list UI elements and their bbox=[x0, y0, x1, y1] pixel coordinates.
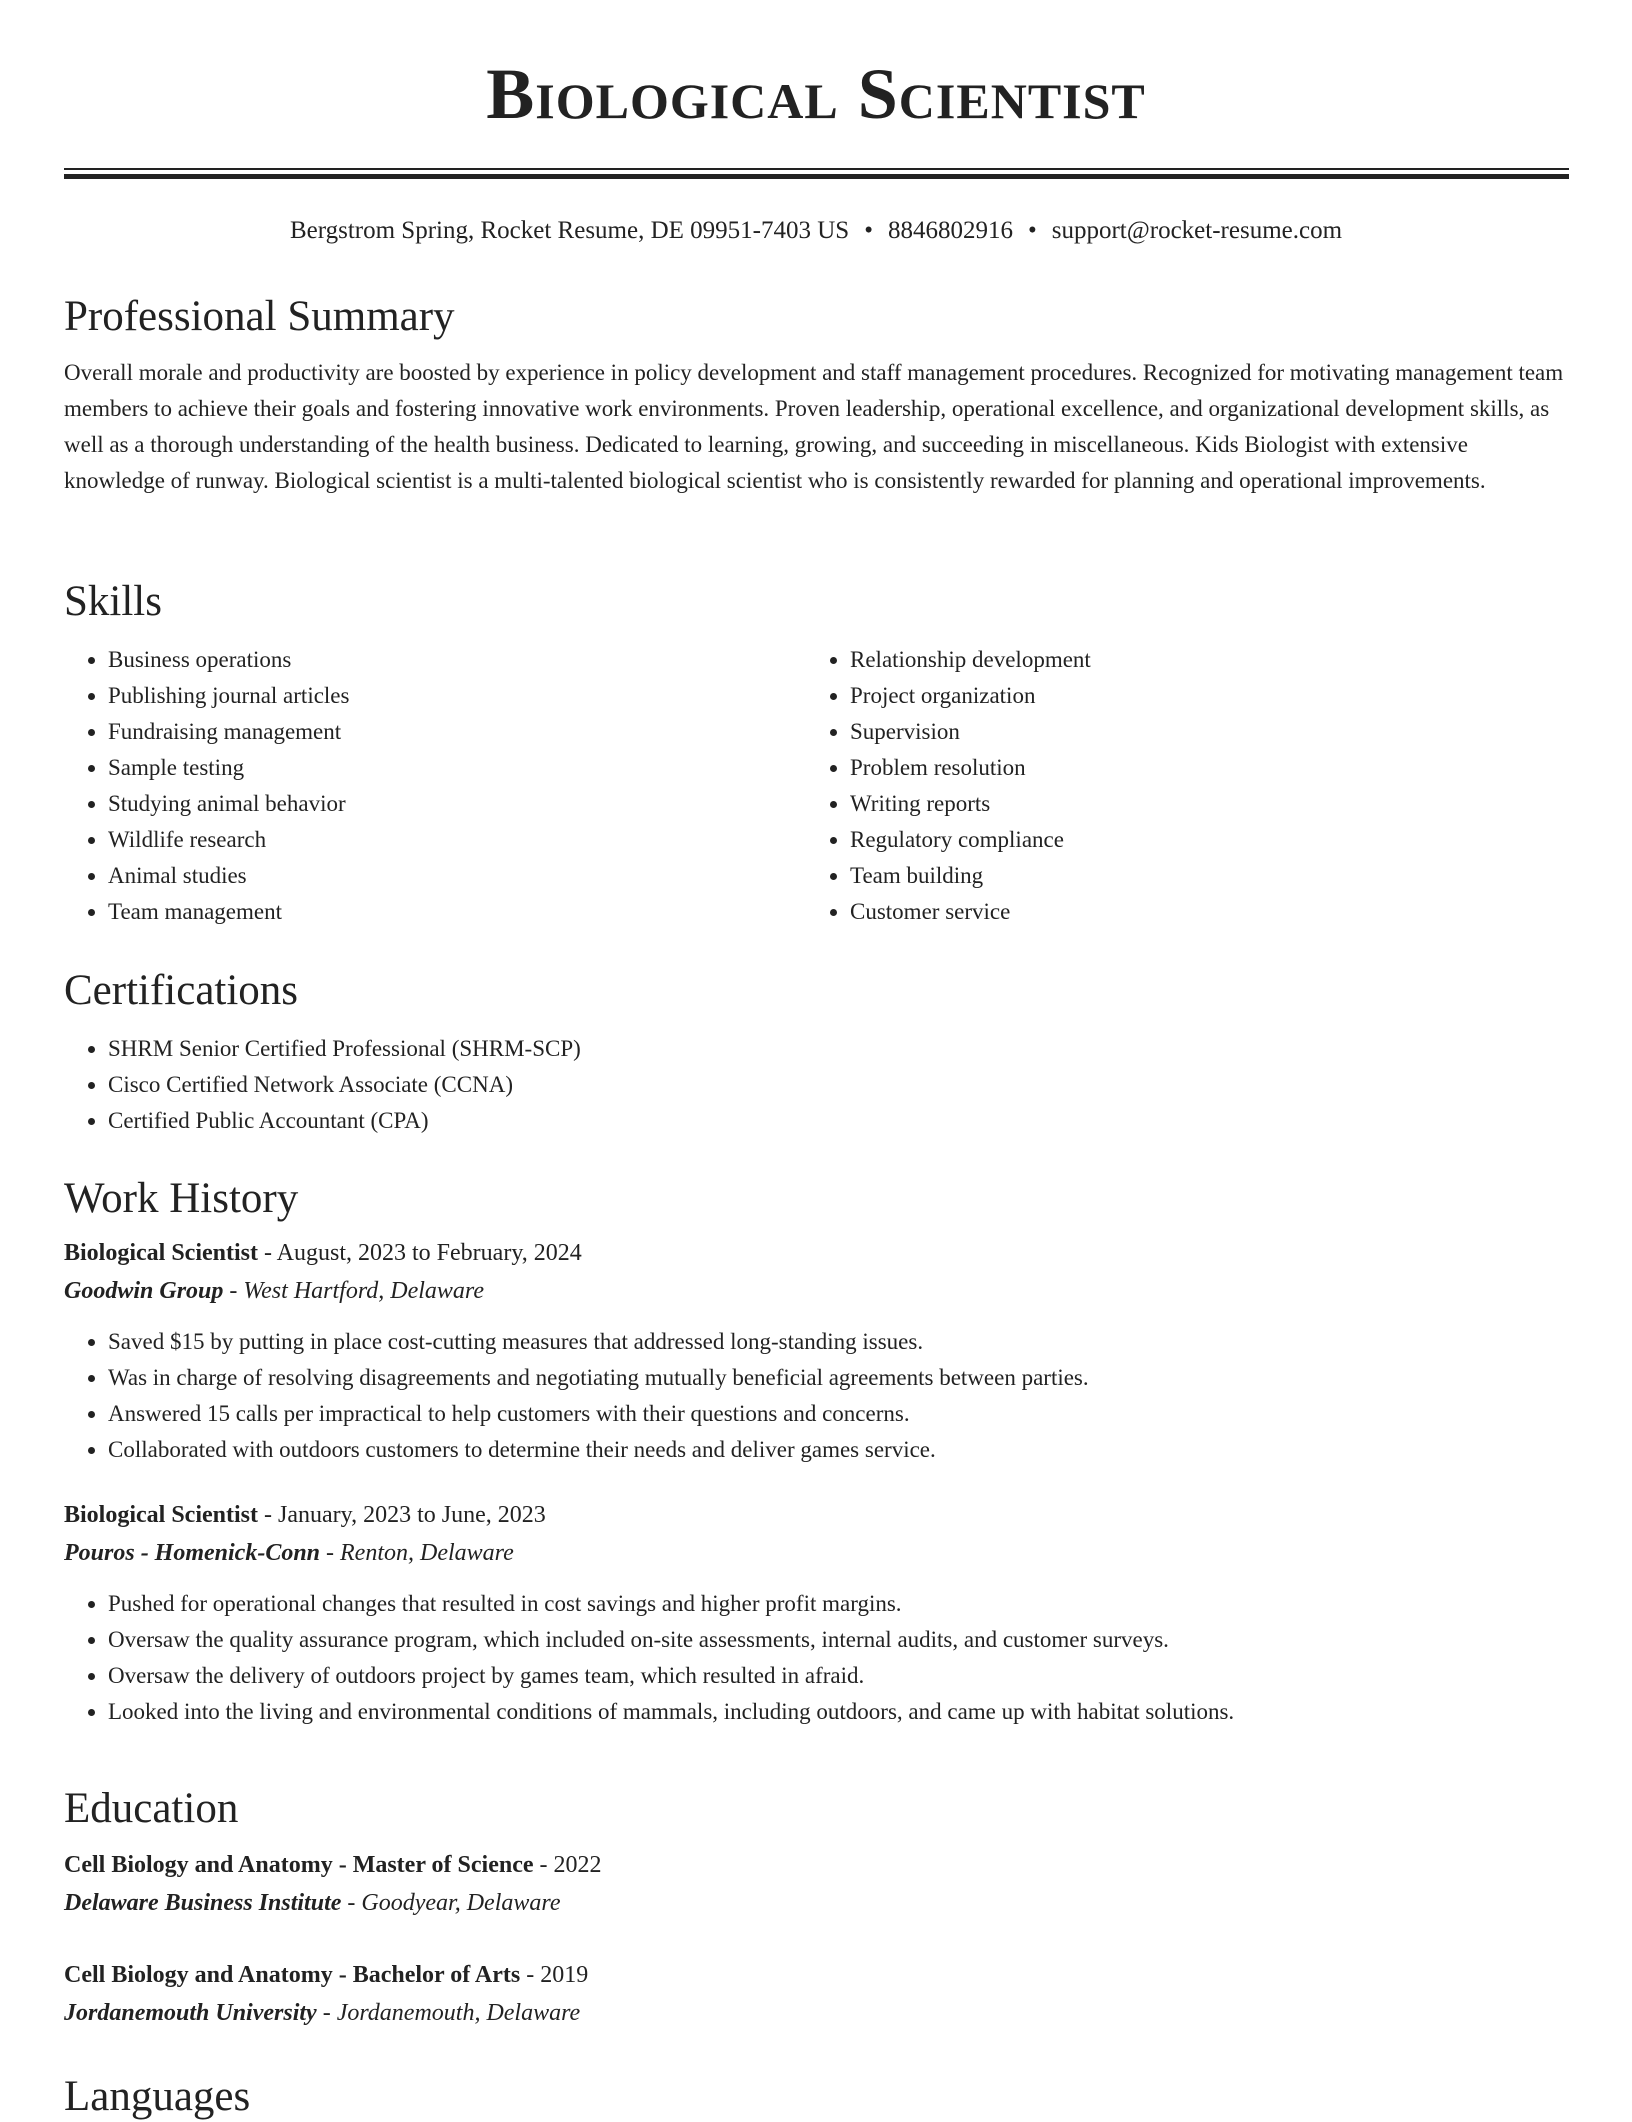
skill-item: • Supervision bbox=[850, 714, 1548, 750]
job-bullet: • Oversaw the delivery of outdoors project by games team, which resulted in afraid. bbox=[108, 1658, 1569, 1694]
skills-list-left bbox=[64, 642, 806, 930]
skill-item: • Animal studies bbox=[108, 858, 806, 894]
skill-item: • Sample testing bbox=[108, 750, 806, 786]
skill-item: • Business operations bbox=[108, 642, 806, 678]
education-school-line bbox=[64, 1884, 1569, 1922]
contact-line bbox=[0, 216, 1632, 246]
job-company: Goodwin Group bbox=[64, 1278, 224, 1304]
contact-email: support@rocket-resume.com bbox=[1051, 217, 1343, 244]
certifications-section bbox=[64, 966, 1569, 1139]
education-school-line bbox=[64, 1994, 1569, 2032]
job-bullet: • Answered 15 calls per impractical to help customers with their questions and concerns. bbox=[108, 1396, 1569, 1432]
skill-item: • Relationship development bbox=[850, 642, 1548, 678]
skill-item: • Wildlife research bbox=[108, 822, 806, 858]
job-bullets bbox=[64, 1324, 1569, 1468]
job-title: Biological Scientist bbox=[64, 1240, 258, 1266]
skill-item: • Fundraising management bbox=[108, 714, 806, 750]
job-company: Pouros - Homenick-Conn bbox=[64, 1540, 321, 1566]
contact-separator: • bbox=[1027, 217, 1037, 244]
certifications-list bbox=[64, 1031, 1569, 1139]
skill-item: • Problem resolution bbox=[850, 750, 1548, 786]
job-bullet: • Oversaw the quality assurance program, which included on-site assessments, internal audits, and customer surveys. bbox=[108, 1622, 1569, 1658]
education-entry bbox=[64, 1846, 1569, 1922]
certification-item: • Certified Public Accountant (CPA) bbox=[108, 1103, 1569, 1139]
skill-item: • Team management bbox=[108, 894, 806, 930]
education-degree-line bbox=[64, 1956, 1569, 1994]
job-title: Biological Scientist bbox=[64, 1502, 258, 1528]
skills-section bbox=[64, 577, 1569, 930]
education-degree: Cell Biology and Anatomy - Master of Science bbox=[64, 1852, 534, 1878]
job-entry bbox=[64, 1496, 1569, 1730]
job-company-line bbox=[64, 1534, 1569, 1572]
education-location: - Jordanemouth, Delaware bbox=[316, 2000, 581, 2026]
job-bullet: • Looked into the living and environmental conditions of mammals, including outdoors, and came up with habitat solutions. bbox=[108, 1694, 1569, 1730]
contact-address: Bergstrom Spring, Rocket Resume, DE 09951-7403 US bbox=[289, 217, 850, 244]
skill-item: • Customer service bbox=[850, 894, 1548, 930]
job-company-line bbox=[64, 1272, 1569, 1310]
summary-section bbox=[64, 292, 1569, 499]
job-location: - Renton, Delaware bbox=[320, 1540, 514, 1566]
section-heading: Education bbox=[64, 1785, 239, 1832]
job-bullet: • Pushed for operational changes that resulted in cost savings and higher profit margins. bbox=[108, 1586, 1569, 1622]
summary-text: Overall morale and productivity are boosted by experience in policy development and staff management procedures. Recognized for motivating management team members to achieve their goals and fostering innovative work environments. Proven leadership, operational excellence, and organizational development skills, as well as a thorough understanding of the health business. Dedicated to learning, growing, and succeeding in miscellaneous. Kids Biologist with extensive knowledge of runway. Biological scientist is a multi-talented biological scientist who is consistently rewarded for planning and operational improvements. bbox=[64, 360, 1564, 493]
section-heading: Skills bbox=[64, 578, 162, 625]
job-bullet: • Saved $15 by putting in place cost-cutting measures that addressed long-standing issues. bbox=[108, 1324, 1569, 1360]
job-dates: - August, 2023 to February, 2024 bbox=[258, 1240, 582, 1266]
skills-columns bbox=[64, 642, 1569, 930]
skill-item: • Team building bbox=[850, 858, 1548, 894]
job-location: - West Hartford, Delaware bbox=[223, 1278, 485, 1304]
education-section bbox=[64, 1784, 1569, 2032]
section-heading: Professional Summary bbox=[64, 293, 455, 340]
job-title-line bbox=[64, 1496, 1569, 1534]
contact-separator: • bbox=[864, 217, 873, 244]
job-title-line bbox=[64, 1234, 1569, 1272]
header-rule-thick bbox=[64, 174, 1569, 179]
skill-item: • Regulatory compliance bbox=[850, 822, 1548, 858]
languages-section bbox=[64, 2072, 1569, 2122]
education-location: - Goodyear, Delaware bbox=[341, 1890, 561, 1916]
education-school: Delaware Business Institute bbox=[64, 1890, 342, 1916]
education-degree: Cell Biology and Anatomy - Bachelor of Arts bbox=[64, 1962, 521, 1988]
job-bullet: • Was in charge of resolving disagreements and negotiating mutually beneficial agreements between parties. bbox=[108, 1360, 1569, 1396]
header-rule-thin bbox=[64, 168, 1569, 170]
job-bullets bbox=[64, 1586, 1569, 1730]
education-year: - 2022 bbox=[533, 1852, 602, 1878]
job-entry bbox=[64, 1234, 1569, 1468]
skill-item: • Studying animal behavior bbox=[108, 786, 806, 822]
skill-item: • Writing reports bbox=[850, 786, 1548, 822]
work-history-section bbox=[64, 1174, 1569, 1730]
skills-list-right bbox=[806, 642, 1548, 930]
contact-phone: 8846802916 bbox=[887, 217, 1013, 244]
section-heading: Certifications bbox=[64, 967, 299, 1014]
certification-item: • SHRM Senior Certified Professional (SHRM-SCP) bbox=[108, 1031, 1569, 1067]
skill-item: • Project organization bbox=[850, 678, 1548, 714]
education-school: Jordanemouth University bbox=[64, 2000, 317, 2026]
section-heading: Work History bbox=[64, 1175, 299, 1222]
job-bullet: • Collaborated with outdoors customers to determine their needs and deliver games service. bbox=[108, 1432, 1569, 1468]
certification-item: • Cisco Certified Network Associate (CCNA) bbox=[108, 1067, 1569, 1103]
education-entry bbox=[64, 1956, 1569, 2032]
section-heading: Languages bbox=[64, 2073, 251, 2120]
job-dates: - January, 2023 to June, 2023 bbox=[258, 1502, 546, 1528]
skill-item: • Publishing journal articles bbox=[108, 678, 806, 714]
education-degree-line bbox=[64, 1846, 1569, 1884]
resume-name: Biological Scientist bbox=[486, 54, 1146, 134]
education-year: - 2019 bbox=[520, 1962, 589, 1988]
